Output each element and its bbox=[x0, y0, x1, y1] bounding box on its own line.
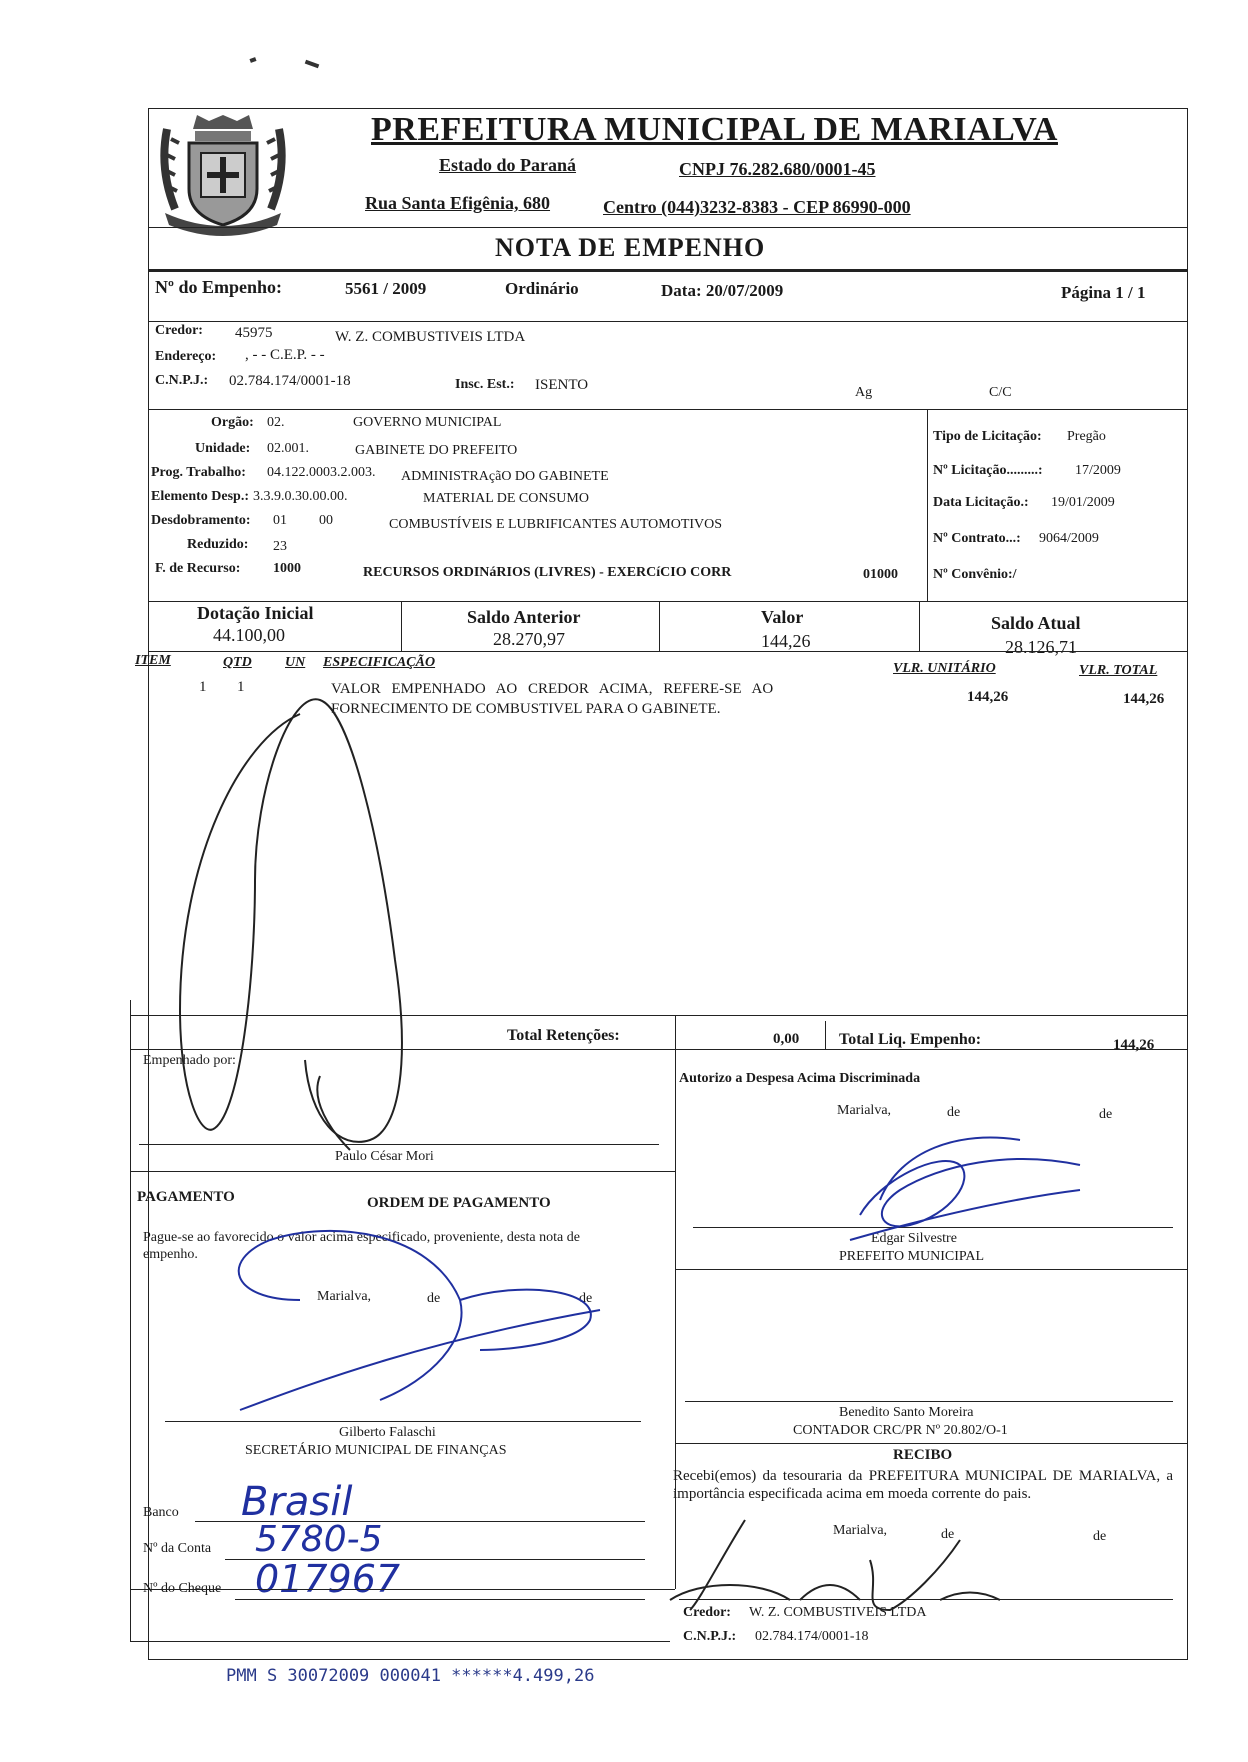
conta-label: Nº da Conta bbox=[143, 1541, 212, 1556]
pagamento-text: Pague-se ao favorecido o valor acima especificado, proveniente, desta nota de empenho. bbox=[143, 1230, 580, 1262]
desd-b: 00 bbox=[319, 513, 333, 528]
col-item: ITEM bbox=[135, 653, 171, 668]
anterior-value: 28.270,97 bbox=[493, 629, 565, 649]
autorizo-signer: Edgar Silvestre bbox=[871, 1231, 957, 1246]
elem-name: MATERIAL DE CONSUMO bbox=[423, 491, 589, 506]
unidade-name: GABINETE DO PREFEITO bbox=[355, 443, 518, 458]
empenho-number: 5561 / 2009 bbox=[345, 279, 427, 298]
empenho-type: Ordinário bbox=[505, 279, 579, 298]
recibo-credor-label: Credor: bbox=[683, 1605, 731, 1620]
valor-value: 144,26 bbox=[761, 631, 811, 651]
credor-code: 45975 bbox=[235, 325, 273, 341]
banco-label: Banco bbox=[143, 1505, 179, 1520]
cnpj-prefeitura: CNPJ 76.282.680/0001-45 bbox=[679, 159, 876, 179]
recibo-de1: de bbox=[941, 1527, 955, 1542]
unidade-label: Unidade: bbox=[195, 441, 251, 456]
liq-label: Total Liq. Empenho: bbox=[839, 1031, 982, 1048]
recibo-cnpj-label: C.N.P.J.: bbox=[683, 1629, 737, 1644]
elem-code: 3.3.9.0.30.00.00. bbox=[253, 489, 348, 504]
contador-signer: Benedito Santo Moreira bbox=[839, 1405, 974, 1420]
pagamento-de1: de bbox=[427, 1291, 441, 1306]
data-licitacao-value: 19/01/2009 bbox=[1051, 495, 1115, 510]
col-vlr-unit: VLR. UNITÁRIO bbox=[893, 661, 996, 676]
col-vlr-total: VLR. TOTAL bbox=[1079, 663, 1158, 678]
desd-name: COMBUSTÍVEIS E LUBRIFICANTES AUTOMOTIVOS bbox=[389, 517, 723, 532]
col-un: UN bbox=[285, 655, 306, 670]
ag-label: Ag bbox=[855, 385, 873, 400]
insc-value: ISENTO bbox=[535, 377, 589, 393]
credor-label: Credor: bbox=[155, 323, 203, 338]
orgao-label: Orgão: bbox=[211, 415, 254, 430]
ordem-pagamento: ORDEM DE PAGAMENTO bbox=[367, 1195, 551, 1211]
state-name: Estado do Paraná bbox=[439, 155, 577, 175]
tipo-licitacao-value: Pregão bbox=[1067, 429, 1106, 444]
pagamento-de2: de bbox=[579, 1291, 593, 1306]
pagamento-label: PAGAMENTO bbox=[137, 1189, 235, 1205]
empenho-label: Nº do Empenho: bbox=[155, 277, 282, 297]
contador-role: CONTADOR CRC/PR Nº 20.802/O-1 bbox=[793, 1423, 1008, 1438]
cnpj-label: C.N.P.J.: bbox=[155, 373, 209, 388]
banco-value: Brasil bbox=[241, 1479, 353, 1525]
dotacao-value: 44.100,00 bbox=[213, 625, 285, 645]
autorizo-label: Autorizo a Despesa Acima Discriminada bbox=[679, 1071, 921, 1086]
elem-label: Elemento Desp.: bbox=[151, 489, 249, 504]
autorizo-de2: de bbox=[1099, 1107, 1113, 1122]
recibo-place: Marialva, bbox=[833, 1523, 888, 1538]
data-licitacao-label: Data Licitação.: bbox=[933, 495, 1029, 510]
recibo-text: Recebi(emos) da tesouraria da PREFEITURA MUNICIPAL DE MARIALVA, a importância especificada acima em moeda corrente do pais. bbox=[673, 1468, 1173, 1502]
contrato-label: Nº Contrato...: bbox=[933, 531, 1021, 546]
unidade-code: 02.001. bbox=[267, 441, 309, 456]
recibo-title: RECIBO bbox=[893, 1447, 953, 1463]
page-number: Página 1 / 1 bbox=[1061, 283, 1146, 302]
empenhado-label: Empenhado por: bbox=[143, 1053, 236, 1068]
reduzido-label: Reduzido: bbox=[187, 537, 249, 552]
desd-label: Desdobramento: bbox=[151, 513, 251, 528]
convenio-label: Nº Convênio:/ bbox=[933, 567, 1017, 582]
insc-label: Insc. Est.: bbox=[455, 377, 515, 392]
col-espec: ESPECIFICAÇÃO bbox=[323, 655, 436, 670]
autorizo-place: Marialva, bbox=[837, 1103, 892, 1118]
conta-value: 5780-5 bbox=[255, 1519, 383, 1560]
retencoes-value: 0,00 bbox=[773, 1031, 800, 1047]
tipo-licitacao-label: Tipo de Licitação: bbox=[933, 429, 1042, 444]
col-qtd: QTD bbox=[223, 655, 252, 670]
liq-value: 144,26 bbox=[1113, 1037, 1155, 1053]
empenhado-signer: Paulo César Mori bbox=[335, 1149, 434, 1164]
cc-label: C/C bbox=[989, 385, 1012, 400]
desd-a: 01 bbox=[273, 513, 287, 528]
valor-label: Valor bbox=[761, 607, 804, 627]
prog-name: ADMINISTRAçãO DO GABINETE bbox=[401, 469, 609, 484]
contrato-value: 9064/2009 bbox=[1039, 531, 1099, 546]
address-rest: Centro (044)3232-8383 - CEP 86990-000 bbox=[603, 197, 911, 217]
row-vlr-total: 144,26 bbox=[1123, 691, 1165, 707]
orgao-name: GOVERNO MUNICIPAL bbox=[353, 415, 502, 430]
row-vlr-unit: 144,26 bbox=[967, 689, 1009, 705]
atual-value: 28.126,71 bbox=[1005, 637, 1077, 657]
orgao-code: 02. bbox=[267, 415, 285, 430]
autorizo-role: PREFEITO MUNICIPAL bbox=[839, 1249, 985, 1264]
dotacao-label: Dotação Inicial bbox=[197, 603, 314, 623]
recibo-de2: de bbox=[1093, 1529, 1107, 1544]
row-espec-1: VALOR EMPENHADO AO CREDOR ACIMA, REFERE-SE AO bbox=[331, 681, 774, 697]
anterior-label: Saldo Anterior bbox=[467, 607, 581, 627]
pagamento-place: Marialva, bbox=[317, 1289, 372, 1304]
num-licitacao-value: 17/2009 bbox=[1075, 463, 1121, 478]
reduzido-value: 23 bbox=[273, 539, 287, 554]
recurso-name: RECURSOS ORDINáRIOS (LIVRES) - EXERCíCIO CORR bbox=[363, 565, 732, 580]
recurso-code2: 01000 bbox=[863, 567, 898, 582]
row-item: 1 bbox=[199, 679, 207, 695]
endereco-value: , - - C.E.P. - - bbox=[245, 347, 325, 363]
row-qtd: 1 bbox=[237, 679, 245, 695]
prefeitura-title: PREFEITURA MUNICIPAL DE MARIALVA bbox=[371, 111, 1058, 148]
doc-title: NOTA DE EMPENHO bbox=[495, 233, 766, 262]
cnpj-value: 02.784.174/0001-18 bbox=[229, 373, 351, 389]
recibo-cnpj-value: 02.784.174/0001-18 bbox=[755, 1629, 869, 1644]
credor-name: W. Z. COMBUSTIVEIS LTDA bbox=[335, 329, 526, 345]
pagamento-role: SECRETÁRIO MUNICIPAL DE FINANÇAS bbox=[245, 1443, 507, 1458]
num-licitacao-label: Nº Licitação.........: bbox=[933, 463, 1043, 478]
footer-stamp: PMM S 30072009 000041 ******4.499,26 bbox=[226, 1666, 595, 1686]
prog-code: 04.122.0003.2.003. bbox=[267, 465, 376, 480]
street-address: Rua Santa Efigênia, 680 bbox=[365, 193, 551, 213]
recurso-code: 1000 bbox=[273, 561, 301, 576]
endereco-label: Endereço: bbox=[155, 349, 217, 364]
atual-label: Saldo Atual bbox=[991, 613, 1081, 633]
cheque-label: Nº do Cheque bbox=[143, 1581, 222, 1596]
recurso-label: F. de Recurso: bbox=[155, 561, 241, 576]
row-espec-2: FORNECIMENTO DE COMBUSTIVEL PARA O GABINETE. bbox=[331, 701, 721, 717]
recibo-credor-value: W. Z. COMBUSTIVEIS LTDA bbox=[749, 1605, 927, 1620]
retencoes-label: Total Retenções: bbox=[507, 1027, 620, 1044]
cheque-value: 017967 bbox=[255, 1557, 401, 1601]
prog-label: Prog. Trabalho: bbox=[151, 465, 246, 480]
autorizo-de1: de bbox=[947, 1105, 961, 1120]
pagamento-signer: Gilberto Falaschi bbox=[339, 1425, 436, 1440]
empenho-date: Data: 20/07/2009 bbox=[661, 281, 784, 300]
